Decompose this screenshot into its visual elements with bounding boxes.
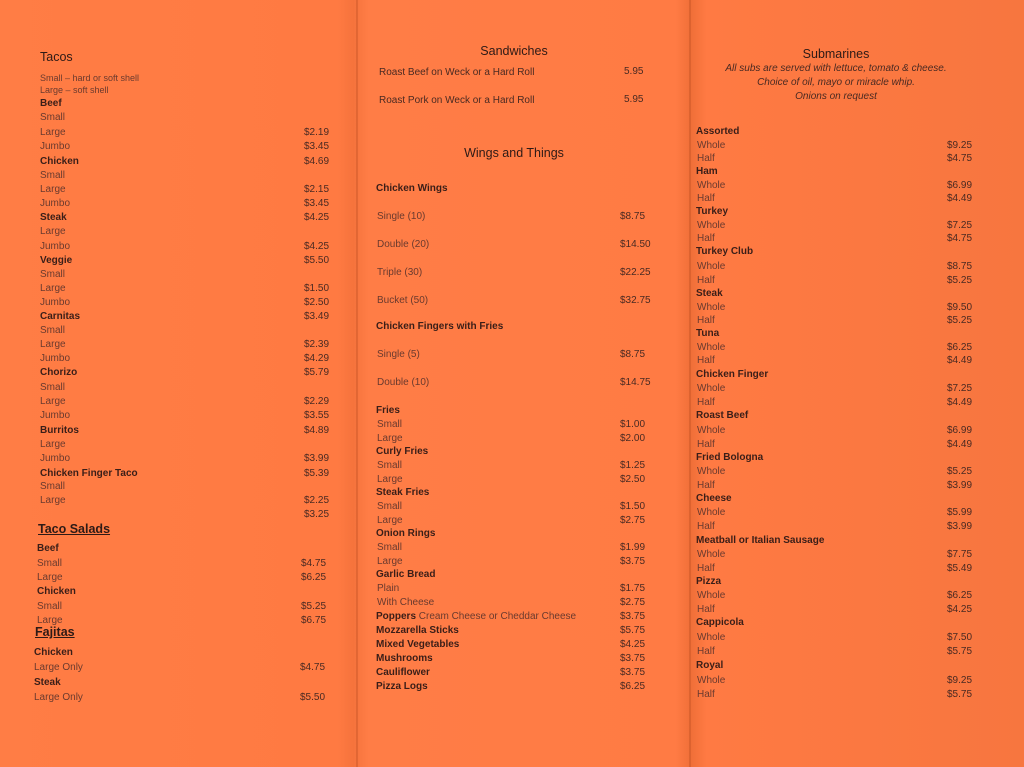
menu-item-price: $9.50 — [947, 302, 973, 313]
menu-item-label: Whole — [697, 466, 726, 477]
menu-item-price: $7.50 — [947, 632, 973, 643]
menu-item-price: $1.00 — [620, 419, 646, 430]
menu-item-heading: Chicken — [40, 156, 79, 167]
menu-item-label: Large — [40, 184, 66, 195]
menu-item-heading: Chicken — [37, 586, 76, 597]
menu-item-price: $1.75 — [620, 583, 646, 594]
menu-item-price: $5.50 — [304, 255, 330, 266]
menu-item-price: $6.25 — [620, 681, 646, 692]
menu-item-label: Whole — [697, 302, 726, 313]
menu-item-price: $4.75 — [947, 233, 973, 244]
menu-item-heading: Cheese — [696, 493, 732, 504]
menu-item-price: $3.55 — [304, 410, 330, 421]
menu-item-heading: Pizza — [696, 576, 722, 587]
menu-item-price: $3.75 — [620, 611, 646, 622]
menu-item-label: Whole — [697, 261, 726, 272]
menu-item-price: $6.25 — [947, 342, 973, 353]
sandwich-price: 5.95 — [624, 94, 644, 105]
tacos-title: Tacos — [40, 50, 73, 64]
menu-item-label: Large — [377, 515, 403, 526]
menu-item-heading: Chicken Finger — [696, 369, 769, 380]
menu-item-price: $6.99 — [947, 425, 973, 436]
submarines-note-2: Choice of oil, mayo or miracle whip. — [757, 77, 915, 88]
menu-item-heading: Mozzarella Sticks — [376, 625, 459, 636]
wings-title: Wings and Things — [464, 146, 564, 160]
menu-item-price: $3.45 — [304, 141, 330, 152]
menu-item-heading: Chicken Finger Taco — [40, 468, 138, 479]
menu-item-price: $7.25 — [947, 383, 973, 394]
menu-item-price: $5.25 — [947, 315, 973, 326]
submarines-title: Submarines — [802, 47, 870, 61]
menu-item-price: $4.25 — [304, 212, 330, 223]
menu-item-price: $5.75 — [947, 689, 973, 700]
menu-item-price: $6.75 — [301, 615, 327, 626]
menu-item-heading: Chicken — [34, 647, 73, 658]
menu-item-label: Small — [40, 170, 66, 181]
menu-item-heading: Pizza Logs — [376, 681, 428, 692]
menu-item-heading: Beef — [37, 543, 59, 554]
menu-item-label: Small — [37, 558, 63, 569]
menu-item-price: $6.25 — [947, 590, 973, 601]
menu-item-price: $5.25 — [947, 275, 973, 286]
sandwich-name: Roast Pork on Weck or a Hard Roll — [379, 95, 535, 106]
menu-item-label: Double (20) — [377, 239, 430, 250]
menu-item-price: $2.75 — [620, 515, 646, 526]
submarines-note-1: All subs are served with lettuce, tomato & cheese. — [725, 63, 947, 74]
menu-item-label: Triple (30) — [377, 267, 423, 278]
menu-item-label: Whole — [697, 675, 726, 686]
menu-item-label: Small — [40, 269, 66, 280]
sandwiches-title: Sandwiches — [480, 44, 548, 58]
menu-item-price: $3.99 — [304, 453, 330, 464]
menu-item-price: $14.75 — [620, 377, 651, 388]
menu-item-price: $5.39 — [304, 468, 330, 479]
menu-item-price: $4.75 — [301, 558, 327, 569]
menu-item-label: Large — [40, 226, 66, 237]
menu-item-label: Whole — [697, 425, 726, 436]
menu-item-label: Jumbo — [40, 241, 71, 252]
menu-item-label: Small — [377, 542, 403, 553]
sandwich-price: 5.95 — [624, 66, 644, 77]
menu-item-label: Whole — [697, 632, 726, 643]
menu-item-label: Jumbo — [40, 353, 71, 364]
menu-item-label: Half — [697, 521, 715, 532]
menu-item-label: Small – hard or soft shell — [40, 73, 140, 83]
menu-item-label: Small — [377, 501, 403, 512]
menu-item-label: Whole — [697, 590, 726, 601]
menu-item-price: $5.75 — [947, 646, 973, 657]
menu-item-price: $2.75 — [620, 597, 646, 608]
menu-item-label: Jumbo — [40, 453, 71, 464]
menu-item-heading: Garlic Bread — [376, 569, 436, 580]
menu-item-price: $9.25 — [947, 140, 973, 151]
menu-item-price: $5.25 — [301, 601, 327, 612]
menu-item-heading: Assorted — [696, 126, 740, 137]
menu-item-price: $3.45 — [304, 198, 330, 209]
menu-item-price: $2.50 — [304, 297, 330, 308]
menu-item-price: $2.50 — [620, 474, 646, 485]
menu-item-heading: Royal — [696, 660, 724, 671]
fajitas-title: Fajitas — [35, 625, 75, 639]
menu-item-heading: Chicken Fingers with Fries — [376, 321, 504, 332]
menu-item-label: Plain — [377, 583, 400, 594]
menu-item-label: Whole — [697, 140, 726, 151]
menu-item-heading: Turkey Club — [696, 246, 754, 257]
menu-item-label: Large — [37, 615, 63, 626]
menu-item-price: $3.75 — [620, 556, 646, 567]
menu-item-label: Small — [37, 601, 63, 612]
menu-item-heading: Burritos — [40, 425, 79, 436]
menu-item-price: $4.89 — [304, 425, 330, 436]
menu-item-label: Large Only — [34, 662, 83, 673]
menu-item-price: $8.75 — [620, 211, 646, 222]
menu-item-price: $7.75 — [947, 549, 973, 560]
menu-item-label: Half — [697, 275, 715, 286]
menu-item-price: $4.29 — [304, 353, 330, 364]
menu-item-heading: Fried Bologna — [696, 452, 764, 463]
menu-item-price: $7.25 — [947, 220, 973, 231]
menu-item-heading: Steak — [40, 212, 67, 223]
menu-item-label: Large Only — [34, 692, 83, 703]
menu-item-heading: Curly Fries — [376, 446, 429, 457]
menu-item-price: $3.99 — [947, 480, 973, 491]
menu-item-price: $4.49 — [947, 355, 973, 366]
menu-item-label: Half — [697, 193, 715, 204]
menu-item-label: Bucket (50) — [377, 295, 429, 306]
menu-item-label: Large — [37, 572, 63, 583]
menu-item-price: $1.50 — [620, 501, 646, 512]
menu-item-heading: Chicken Wings — [376, 183, 448, 194]
menu-item-price: $32.75 — [620, 295, 651, 306]
menu-item-price: $5.25 — [947, 466, 973, 477]
menu-item-label: Large — [377, 474, 403, 485]
fold-line-right — [689, 0, 691, 767]
menu-item-label: Small — [40, 325, 66, 336]
menu-item-heading: Cappicola — [696, 617, 744, 628]
menu-item-price: $4.25 — [620, 639, 646, 650]
menu-item-price: $4.25 — [304, 241, 330, 252]
menu-item-price: $14.50 — [620, 239, 651, 250]
menu-item-label: Large – soft shell — [40, 85, 109, 95]
menu-item-label: Half — [697, 153, 715, 164]
menu-item-label: Large — [40, 439, 66, 450]
menu-item-label: Large — [40, 495, 66, 506]
menu-item-label: Large — [40, 127, 66, 138]
menu-item-price: $3.49 — [304, 311, 330, 322]
menu-item-label: Whole — [697, 180, 726, 191]
menu-item-price: $5.50 — [300, 692, 326, 703]
menu-item-label: Small — [40, 112, 66, 123]
menu-item-label: Jumbo — [40, 198, 71, 209]
menu-item-label: Half — [697, 439, 715, 450]
menu-item-price: $3.99 — [947, 521, 973, 532]
menu-item-heading: Cauliflower — [376, 667, 430, 678]
menu-item-heading: Poppers Cream Cheese or Cheddar Cheese — [376, 611, 577, 622]
menu-item-heading: Veggie — [40, 255, 73, 266]
menu-item-price: $3.75 — [620, 653, 646, 664]
menu-item-price: $4.49 — [947, 439, 973, 450]
fold-line-left — [356, 0, 358, 767]
menu-item-price: $22.25 — [620, 267, 651, 278]
menu-item-label: Double (10) — [377, 377, 430, 388]
menu-item-price: $6.99 — [947, 180, 973, 191]
menu-item-price: $1.50 — [304, 283, 330, 294]
menu-item-price: $4.49 — [947, 397, 973, 408]
menu-item-price: $5.75 — [620, 625, 646, 636]
menu-item-price: $4.69 — [304, 156, 330, 167]
menu-item-price: $1.99 — [620, 542, 646, 553]
menu-item-price: $2.25 — [304, 495, 330, 506]
menu-item-price: $8.75 — [947, 261, 973, 272]
menu-item-price: $2.19 — [304, 127, 330, 138]
menu-item-price: $3.25 — [304, 509, 330, 520]
menu-item-label: Large — [40, 283, 66, 294]
menu-item-price: $9.25 — [947, 675, 973, 686]
menu-item-label: Half — [697, 563, 715, 574]
menu-item-label: Large — [40, 339, 66, 350]
menu-item-label: Whole — [697, 342, 726, 353]
menu-item-label: Whole — [697, 507, 726, 518]
menu-item-label: Half — [697, 397, 715, 408]
menu-item-price: $2.15 — [304, 184, 330, 195]
menu-item-label: Whole — [697, 383, 726, 394]
menu-item-heading: Ham — [696, 166, 718, 177]
menu-item-heading: Mixed Vegetables — [376, 639, 460, 650]
menu-item-label: Half — [697, 646, 715, 657]
menu-item-price: $5.49 — [947, 563, 973, 574]
menu-item-heading: Carnitas — [40, 311, 81, 322]
menu-item-price: $3.75 — [620, 667, 646, 678]
menu-item-label: Single (10) — [377, 211, 426, 222]
menu-item-label: Half — [697, 315, 715, 326]
menu-item-label: Small — [377, 419, 403, 430]
menu-item-label: Small — [40, 382, 66, 393]
menu-item-price: $6.25 — [301, 572, 327, 583]
menu-item-heading: Mushrooms — [376, 653, 433, 664]
menu-item-price: $2.29 — [304, 396, 330, 407]
menu-item-label: Half — [697, 604, 715, 615]
menu-item-heading: Turkey — [696, 206, 729, 217]
menu-item-label: Single (5) — [377, 349, 420, 360]
menu-item-heading: Fries — [376, 405, 400, 416]
menu-item-label: Half — [697, 689, 715, 700]
menu-item-price: $4.25 — [947, 604, 973, 615]
menu-item-label: Jumbo — [40, 410, 71, 421]
menu-item-price: $5.79 — [304, 367, 330, 378]
menu-item-price: $4.75 — [300, 662, 326, 673]
menu-item-price: $8.75 — [620, 349, 646, 360]
sandwich-name: Roast Beef on Weck or a Hard Roll — [379, 67, 535, 78]
menu-item-label: Large — [40, 396, 66, 407]
menu-item-price: $2.00 — [620, 433, 646, 444]
menu-item-heading: Roast Beef — [696, 410, 749, 421]
menu-item-heading: Steak Fries — [376, 487, 430, 498]
menu-item-note: Cream Cheese or Cheddar Cheese — [416, 611, 577, 622]
menu-item-label: Whole — [697, 220, 726, 231]
taco-salads-title: Taco Salads — [38, 522, 111, 536]
menu-item-price: $4.49 — [947, 193, 973, 204]
menu-item-label: Half — [697, 233, 715, 244]
menu-item-price: $5.99 — [947, 507, 973, 518]
menu-item-price: $4.75 — [947, 153, 973, 164]
menu-item-label: Small — [40, 481, 66, 492]
menu-item-heading: Tuna — [696, 328, 720, 339]
menu-item-label: Large — [377, 556, 403, 567]
menu-item-label: Half — [697, 480, 715, 491]
submarines-note-3: Onions on request — [795, 91, 877, 102]
menu-item-heading: Beef — [40, 98, 62, 109]
menu-item-label: With Cheese — [377, 597, 435, 608]
menu-item-label: Whole — [697, 549, 726, 560]
menu-item-price: $1.25 — [620, 460, 646, 471]
menu-item-heading: Meatball or Italian Sausage — [696, 535, 825, 546]
menu-item-heading: Chorizo — [40, 367, 78, 378]
menu-item-heading: Onion Rings — [376, 528, 436, 539]
menu-item-label: Small — [377, 460, 403, 471]
menu-item-heading: Steak — [34, 677, 61, 688]
menu-item-heading: Steak — [696, 288, 723, 299]
menu-item-label: Jumbo — [40, 297, 71, 308]
menu-item-label: Half — [697, 355, 715, 366]
menu-item-label: Jumbo — [40, 141, 71, 152]
menu-item-label: Large — [377, 433, 403, 444]
menu-item-price: $2.39 — [304, 339, 330, 350]
